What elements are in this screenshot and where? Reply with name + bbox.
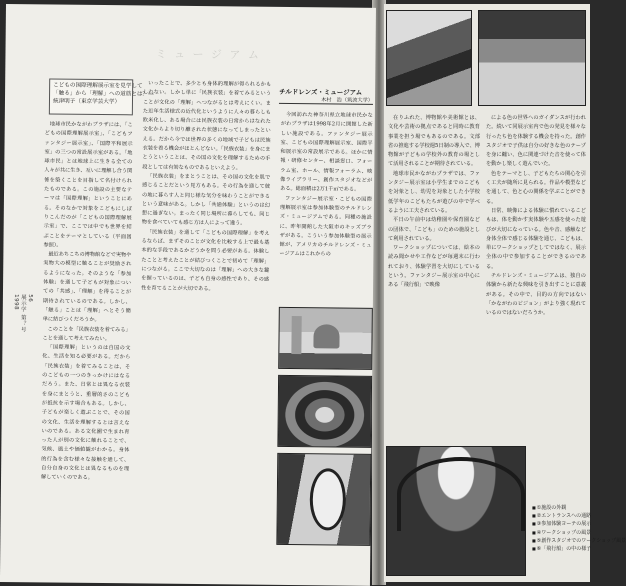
section-heading xyxy=(279,87,373,105)
photo-captions xyxy=(532,504,626,553)
heading-line-1: こどもの国際理解展示室を見学して xyxy=(53,82,143,90)
photo-dome-ring-shape xyxy=(397,457,525,531)
paragraph: 平日の午前中は幼稚園や保育園などの団体で、「こども」のための施設として利用されている。 xyxy=(388,217,480,242)
paragraph: 在りふれた、博物館や美術館とは、文化や芸術の拠点であると同時に教育事業を担う場でもあるのである。文部省の推進する学校週5日制の導入で、博物館が子どもの学校外の教育の場として活用されることが期待されている。 xyxy=(388,115,480,168)
section-title: チルドレンズ・ミュージアム xyxy=(279,87,363,97)
caption-item: ■ ⑤創作スタジオでのワークショップ風景 xyxy=(532,537,588,545)
left-column-1 xyxy=(41,120,133,483)
paragraph: ファンタジー展示室・こどもの国際理解展示室は参加体験型のチルドレンズ・ミュージアムである。同種の施設に、昨年開館した大阪市のキッズプラザがある。こういう参加体験型の展示館が、アメリカのチルドレンズ・ミュージアムはこれからの xyxy=(279,195,373,258)
paragraph: 色をテーマとし、子どもたちの関心を引く工夫が随所に見られる。作品や模型などを通して、色と心の関係を学ぶことができる。 xyxy=(486,170,586,205)
folio-year: 1998 xyxy=(12,294,19,311)
ghost-bleed-text: ミ ュ ー ジ ア ム xyxy=(155,47,262,62)
photo-exhibit-sign xyxy=(276,453,371,546)
paragraph: 地球市民かながわプラザでは、ファンタジー展示室は小学生までのこどもを対象とし、幼児を対象とした小学校低学年のこどもたちが遊びの中で学べるように工夫されている。 xyxy=(388,170,480,214)
paragraph: 日常、映像による体験に慣れているこどもは、体を動かす実体験や五感を使った遊びが大切になっている。色や音、感触など身体全体で感じる体験を通じ、こどもは、単にワークショップとしてではなく、展示全体の中で参加することができるのである。 xyxy=(486,207,586,270)
right-column-2 xyxy=(486,114,586,319)
caption-item: ■ ④ワークショップの風景 xyxy=(532,529,588,537)
paragraph: 「民族衣装」を通して「こどもの国際理解」を考えるならば、まずそのことが文化を比較する上で最も基本的な手段であるかどうかを問う必要がある。体験したことと考えたことが結びつくことで初めて「理解」につながる。ここで大切なのは「理解」への大きな鍵を握っているのは、子ども自身の感性であり、その感性を育てることが大切である。 xyxy=(141,229,270,292)
right-column-1 xyxy=(388,114,480,291)
caption-item: ■ ②エントランスへの通路 xyxy=(532,512,588,520)
caption-item: ■ ③参加体験ヨーテの展示 xyxy=(532,520,588,528)
paragraph: ワークショップについては、絵本の読み聞かせや工作などが毎週末に行われており、体験学習を大切にしているという。ファンタジー展示室の中心にある「飛行船」で映像 xyxy=(388,245,480,289)
photo-airship-interior xyxy=(386,446,526,576)
folio-page-number: 56 xyxy=(26,294,33,303)
paragraph: いったことで、多少とも身体的理解が得られるかもしれない。しかし単に「民族衣装」を着てみるということが文化の「理解」へつながるとは考えにくい。また近年生活様式の近代化というように人々の暮らしも欧米化し、ある場合には民族衣装の日常からはなれた文化からより切り離された状態になってしまったといえる。だから今では世界の多くの地域で子どもは民族衣装を着る機会がほとんどない。「民族衣装」を身にまとうということは、その国の文化を理解するための手段としては有効なものであるといえよう。 xyxy=(142,80,272,172)
caption-item: ■ ⑥「飛行船」の中の様子 xyxy=(532,545,588,553)
paragraph: 今回訪れた神奈川県立地球市民かながわプラザは1998年2月に開館した新しい施設である。ファンタジー展示室、こどもの国際理解展示室、国際平和展示室の常設展示である。ほかに情報・研修センター、相談窓口、フォーラム室、ホール、情報フォーラム、映像ライブラリー、創作スタジオなどがある。総面積は2万1千㎡である。 xyxy=(280,111,373,194)
left-column-2 xyxy=(141,79,271,294)
section-author: 木村 浩（筑波大学） xyxy=(321,97,374,104)
left-page xyxy=(0,4,376,586)
photo-tower-shape xyxy=(291,316,301,354)
paragraph: このことを「民族衣装を着てみる」ことを通して考えてみたい。 xyxy=(42,325,131,342)
caption-item: ■ ①施設の外観 xyxy=(532,504,588,512)
photo-dome-shape xyxy=(313,324,339,348)
heading-line-2: 「触る」から「理解」への道筋とは？― xyxy=(53,90,154,98)
paragraph: 地球市民かながわプラザには、「こどもの国際理解展示室」、「こどもファンタジー展示室」、「国際平和展示室」の三つの常設展示室がある。「地球市民」とは地球上に生きる全ての人々が共に生き、互いに理解し合う関係を築くことを目指して名付けられたものである。この施設の主要なテーマは「国際理解」ということにある。そのなかで対象をこどもにしぼりこんだのが「こどもの国際理解展示室」で、ここでは中でも世界を結ぶことをテーマとしている（平面図参照）。 xyxy=(43,121,133,249)
article-heading-box xyxy=(49,78,154,115)
paragraph: チルドレンズ・ミュージアムは、独自の体験から新たな興味を引き出すことに意義がある。その中で、目的の方向ではない「かながわのビジョン」がより強く現れているのではないだろうか。 xyxy=(486,273,586,317)
paragraph: 「民族衣装」をまとうことは、その国の文化を肌で感じることだという見方もある。その行為を通して彼の地に暮らす人と同じ様な気分を味わうことができるという意味がある。しかし「共通体験」というのは幻想に過ぎない。まったく同じ場所に暮らしても、同じ物を食べていても感じ方は人によって違う。 xyxy=(141,173,271,227)
photo-entrance-tunnel xyxy=(277,375,372,448)
photo-oval-sign-shape xyxy=(310,468,347,530)
paragraph: 最近あちこちの博物館などで実物や実物大の模型に触ることが奨励されるようになった。そのような「参加体験」を通して子どもが対象についての「共感」、「理解」を得ることが期待されているのである。しかし、「触る」ことは「理解」へとそう簡単に結びつくだろうか。 xyxy=(42,251,132,324)
heading-line-3: 統津明子（東京学芸大学） xyxy=(52,98,121,106)
photo-studio-dance xyxy=(478,10,586,106)
paragraph: 「国際理解」というのは自国の文化、生活を知る必要がある。だから「民族衣装」を着てみることは、そのこどもの一つのきっかけにはなるだろう。また、日常とは異なる衣装を身にまとうと、重層的さのこどもが抵抗を示す場合もある。しかし、子どもが楽しく遊ぶことで、その国の文化、生活を理解するとは言えないのである。ある文化圏で生まれ育った人が別の文化に触れることで、気候、風土や価値観がわかる。身体的行為を含む様々な接触を通して、自分自身の文化とは異なるものを理解していくのである。 xyxy=(41,344,131,482)
folio-journal: 展示学 第？号 xyxy=(19,294,26,333)
left-column-3 xyxy=(279,111,373,261)
photo-workshop-children xyxy=(386,10,472,106)
paragraph: による色の世界へのガイダンスが行われた。続いて同展示室内で色の発見を様々な行ったち色を体験する機会を持った。創作スタジオで子供は自分の好きな色のテープを身に纏い、色に関連づけた音を使って体を動かし楽しく遊んでいた。 xyxy=(486,115,586,168)
page-folio xyxy=(13,294,33,332)
photo-building-exterior xyxy=(278,307,373,370)
right-page xyxy=(384,4,626,582)
